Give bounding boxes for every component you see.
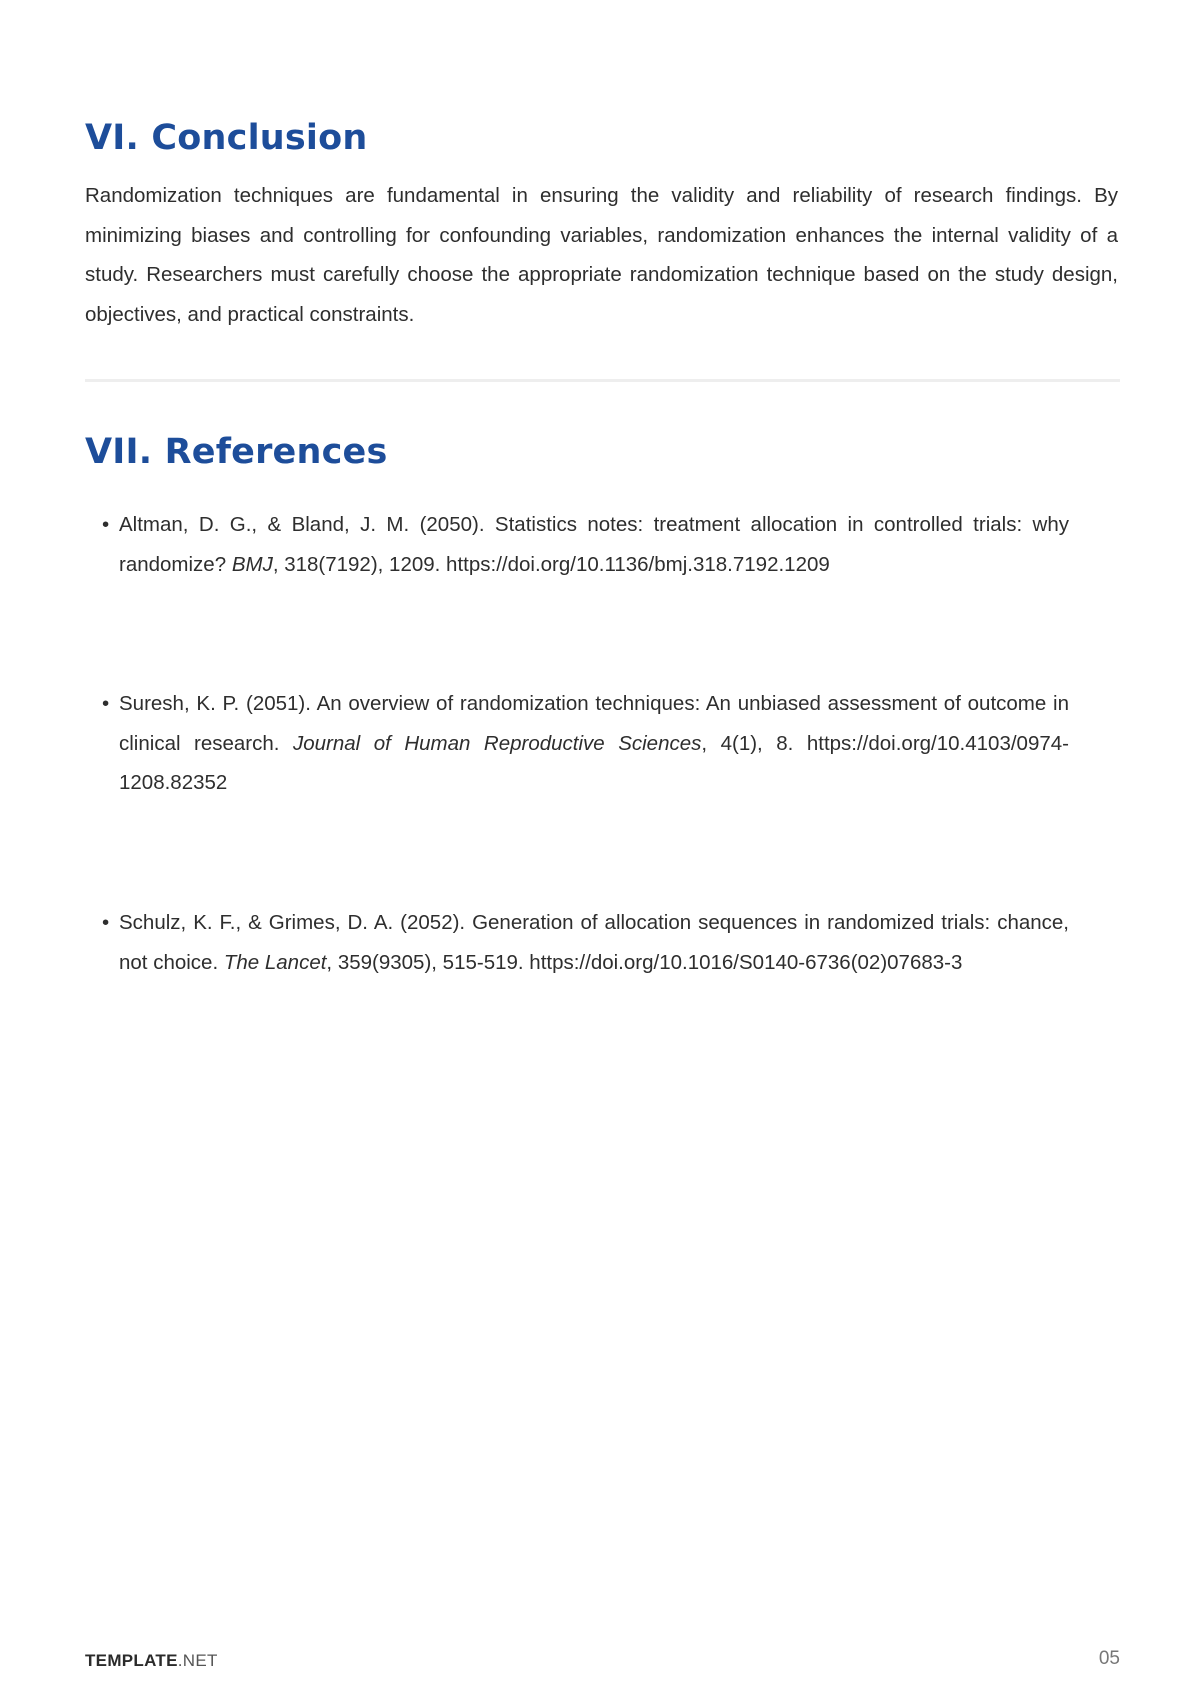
page-number: 05 bbox=[1098, 1648, 1120, 1669]
conclusion-heading: VI. Conclusion bbox=[85, 118, 368, 158]
reference-details: , 4(1), 8. https://doi.org/10.4103/0974-1208.82352 bbox=[119, 731, 1069, 794]
reference-item bbox=[102, 684, 1069, 803]
reference-journal: BMJ bbox=[231, 552, 273, 576]
reference-text: Suresh, K. P. (2051). An overview of randomization techniques: An unbiased assessment of outcome in clinical research. bbox=[119, 692, 1069, 755]
reference-item bbox=[102, 505, 1069, 584]
reference-item bbox=[102, 903, 1069, 982]
conclusion-paragraph: Randomization techniques are fundamental in ensuring the validity and reliability of research findings. By minimizing biases and controlling for confounding variables, randomization enhances the internal validity of a study. Researchers must carefully choose the appropriate randomization technique based on the study design, objectives, and practical constraints. bbox=[85, 184, 1118, 326]
reference-details: , 318(7192), 1209. https://doi.org/10.1136/bmj.318.7192.1209 bbox=[272, 552, 830, 576]
bullet-icon: • bbox=[102, 692, 110, 715]
footer-logo bbox=[85, 1651, 218, 1671]
reference-text: Altman, D. G., & Bland, J. M. (2050). Statistics notes: treatment allocation in controlled trials: why randomize? bbox=[119, 513, 1069, 576]
bullet-icon: • bbox=[102, 513, 110, 536]
footer-brand: TEMPLATE bbox=[85, 1651, 178, 1670]
reference-journal: The Lancet bbox=[223, 950, 327, 974]
footer-brand-tld: .NET bbox=[177, 1651, 218, 1670]
section-divider bbox=[85, 379, 1120, 382]
reference-text: Schulz, K. F., & Grimes, D. A. (2052). Generation of allocation sequences in randomized trials: chance, not choice. bbox=[119, 911, 1069, 974]
reference-details: , 359(9305), 515-519. https://doi.org/10.1016/S0140-6736(02)07683-3 bbox=[326, 950, 963, 974]
reference-journal: Journal of Human Reproductive Sciences bbox=[292, 731, 702, 755]
bullet-icon: • bbox=[102, 911, 110, 934]
references-heading: VII. References bbox=[85, 432, 388, 472]
